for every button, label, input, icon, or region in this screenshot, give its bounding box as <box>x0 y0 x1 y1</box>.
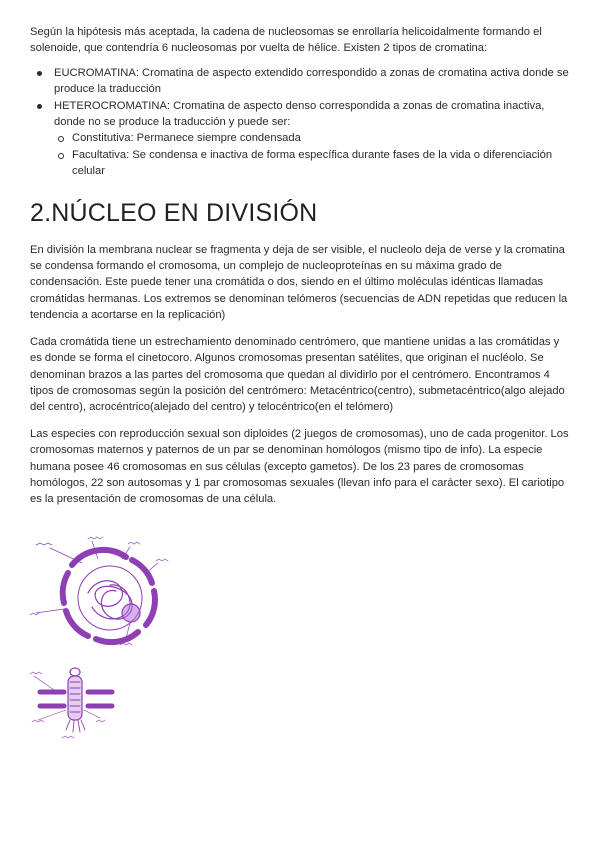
sublist-item-constitutiva: Constitutiva: Permanece siempre condensada <box>54 130 570 146</box>
sublist-item-facultativa: Facultativa: Se condensa e inactiva de forma específica durante fases de la vida o diferenciación celular <box>54 147 570 180</box>
list-item-heterocromatina <box>30 98 570 180</box>
paragraph-division: En división la membrana nuclear se fragmenta y deja de ser visible, el nucleolo deja de verse y la cromatina se condensa formando el cromosoma, un complejo de nucleoproteínas en su máxima grado de condensación. Este puede tener una cromátida o dos, siendo en el último moléculas idénticas llamadas cromátidas hermanas. Los extremos se denominan telómeros (secuencias de ADN repetidas que reducen la tendencia a acortarse en la replicación) <box>30 243 568 322</box>
paragraph-centromero: Cada cromátida tiene un estrechamiento denominado centrómero, que mantiene unidas a las cromátidas y es donde se forma el cinetocoro. Algunos cromosomas presentan satélites, que originan el nucléolo. Se denominan brazos a las partes del cromosoma que quedan al dividirlo por el centrómero. Encontramos 4 tipos de cromosomas según la posición del centrómero: Metacéntrico(centro), submetacéntrico(algo alejado del centro), acrocéntrico(alejado del centro) y telocéntrico(en el telómero) <box>30 335 565 414</box>
intro-paragraph: Según la hipótesis más aceptada, la cadena de nucleosomas se enrollaría helicoidalmente formando el solenoide, que contendría 6 nucleosomas por vuelta de hélice. Existen 2 tipos de cromatina: <box>30 26 542 55</box>
heterochromatin-sublist <box>54 130 570 179</box>
document-body <box>30 24 570 518</box>
section-heading: 2.NÚCLEO EN DIVISIÓN <box>30 198 318 227</box>
chromatin-type-list <box>30 65 570 180</box>
list-item-heterocromatina-text: HETEROCROMATINA: Cromatina de aspecto denso correspondida a zonas de cromatina inactiva, donde no se produce la traducción y puede ser: <box>54 99 545 129</box>
list-item-eucromatina: EUCROMATINA: Cromatina de aspecto extendido correspondido a zonas de cromatina activa donde se produce la traducción <box>30 65 570 98</box>
chromosome-sketch <box>30 664 125 744</box>
paragraph-diploides: Las especies con reproducción sexual son diploides (2 juegos de cromosomas), uno de cada progenitor. Los cromosomas maternos y paternos de un par se denominan homólogos (mismo tipo de info). La especie humana posee 46 cromosomas en sus células (excepto gametos). De los 23 pares de cromosomas homólogos, 22 son autosomas y 1 par cromosomas sexuales (llevan info para el carácter sexo). El cariotipo es la presentación de cromosomas de una célula. <box>30 427 569 506</box>
nucleus-sketch <box>30 533 180 651</box>
